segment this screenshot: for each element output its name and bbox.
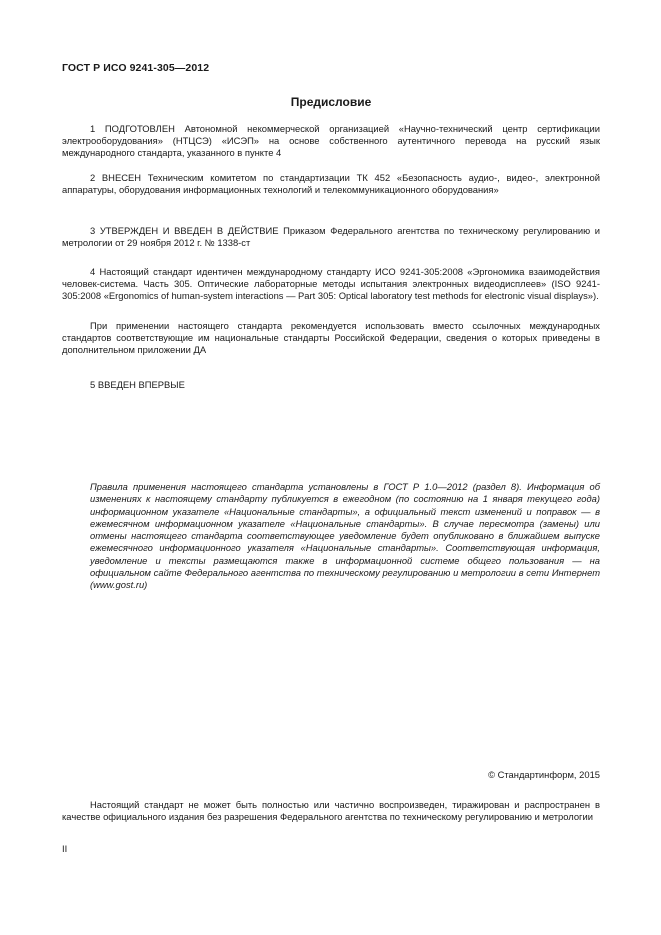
paragraph-submitted: 2 ВНЕСЕН Техническим комитетом по стандартизации ТК 452 «Безопасность аудио-, видео-, электронной аппаратуры, оборудования информационных технологий и телекоммуникационного оборудования» [62, 172, 600, 196]
paragraph-references: При применении настоящего стандарта рекомендуется использовать вместо ссылочных международных стандартов соответствующие им национальные стандарты Российской Федерации, сведения о которых приведены в дополнительном приложении ДА [62, 320, 600, 356]
rules-notice: Правила применения настоящего стандарта установлены в ГОСТ Р 1.0—2012 (раздел 8). Информация об изменениях к настоящему стандарту публикуется в ежегодном (по состоянию на 1 января текущего года) информационном указателе «Национальные стандарты», а официальный текст изменений и поправок — в ежемесячном информационном указателе «Национальные стандарты». В случае пересмотра (замены) или отмены настоящего стандарта соответствующее уведомление будет опубликовано в ближайшем выпуске ежемесячного информационного указателя «Национальные стандарты». Соответствующая информация, уведомление и тексты размещаются также в информационной системе общего пользования — на официальном сайте Федерального агентства по техническому регулированию и метрологии в сети Интернет (www.gost.ru) [90, 481, 600, 591]
paragraph-introduced: 5 ВВЕДЕН ВПЕРВЫЕ [90, 379, 185, 390]
copyright-line: © Стандартинформ, 2015 [488, 769, 600, 780]
paragraph-identical: 4 Настоящий стандарт идентичен международному стандарту ИСО 9241-305:2008 «Эргономика взаимодействия человек-система. Часть 305. Оптические лабораторные методы испытания электронных видеодисплеев» (ISO 9241-305:2008 «Ergonomics of human-system interactions — Part 305: Optical laboratory test methods for electronic visual displays»). [62, 266, 600, 302]
paragraph-prepared: 1 ПОДГОТОВЛЕН Автономной некоммерческой организацией «Научно-технический центр сертификации электрооборудования» (НТЦСЭ) «ИСЭП» на основе собственного аутентичного перевода на русский язык международного стандарта, указанного в пункте 4 [62, 123, 600, 159]
reproduction-notice: Настоящий стандарт не может быть полностью или частично воспроизведен, тиражирован и распространен в качестве официального издания без разрешения Федерального агентства по техническому регулированию и метрологии [62, 799, 600, 823]
standard-code-header: ГОСТ Р ИСО 9241-305—2012 [62, 62, 210, 74]
paragraph-approved: 3 УТВЕРЖДЕН И ВВЕДЕН В ДЕЙСТВИЕ Приказом Федерального агентства по техническому регулированию и метрологии от 29 ноября 2012 г. № 1338-ст [62, 225, 600, 249]
page-title: Предисловие [290, 95, 372, 109]
page-number: II [62, 843, 68, 854]
